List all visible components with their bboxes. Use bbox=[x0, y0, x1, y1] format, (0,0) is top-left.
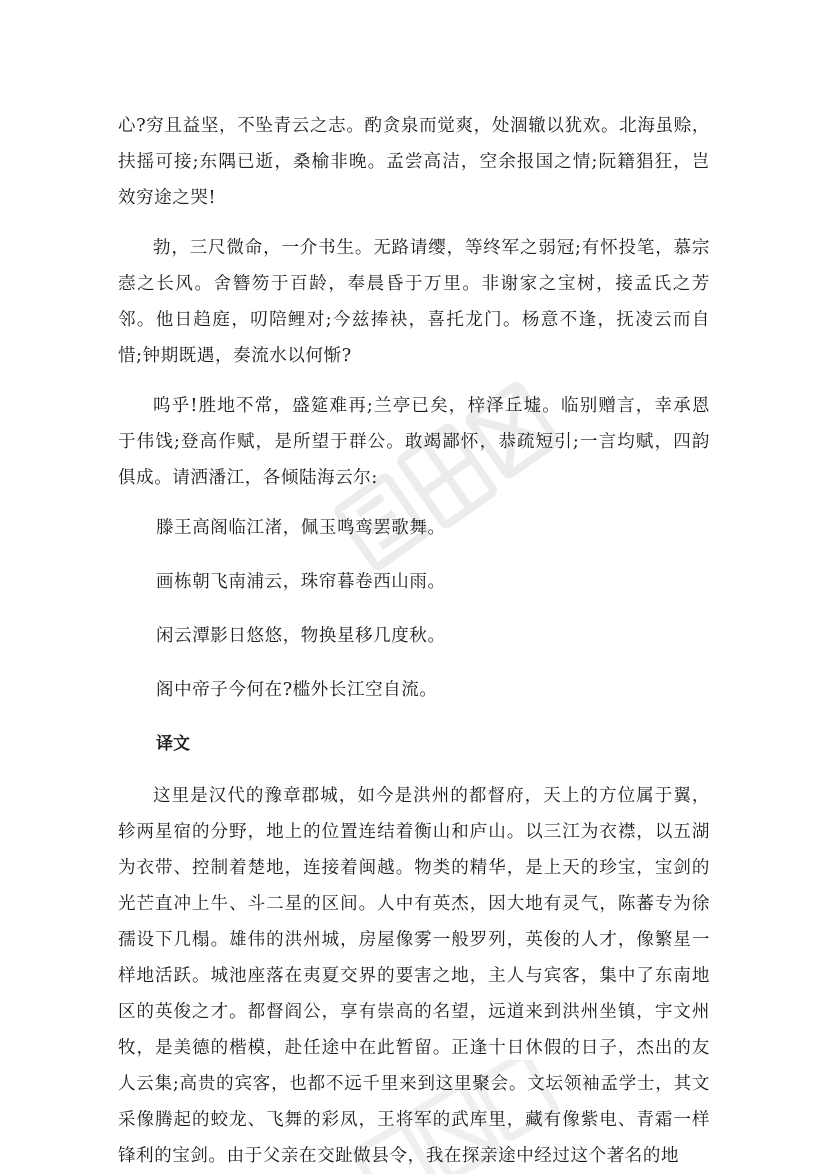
document-body bbox=[118, 108, 710, 1174]
body-paragraph: 勃，三尺微命，一介书生。无路请缨，等终军之弱冠;有怀投笔，慕宗悫之长风。舍簪笏于百龄，奉晨昏于万里。非谢家之宝树，接孟氏之芳邻。他日趋庭，叨陪鲤对;今兹捧袂，喜托龙门。杨意不逢，抚凌云而自惜;钟期既遇，奏流水以何惭? bbox=[118, 238, 710, 366]
body-paragraph: 心?穷且益坚，不坠青云之志。酌贪泉而觉爽，处涸辙以犹欢。北海虽赊，扶摇可接;东隅已逝，桑榆非晚。孟尝高洁，空余报国之情;阮籍猖狂，岂效穷途之哭! bbox=[118, 116, 710, 208]
body-paragraph: 呜乎!胜地不常，盛筵难再;兰亭已矣，梓泽丘墟。临别赠言，幸承恩于伟饯;登高作赋，是所望于群公。敢竭鄙怀，恭疏短引;一言均赋，四韵俱成。请洒潘江，各倾陆海云尔: bbox=[118, 396, 710, 488]
poem-line: 滕王高阁临江渚，佩玉鸣鸾罢歌舞。 bbox=[156, 518, 446, 538]
translation-paragraph: 这里是汉代的豫章郡城，如今是洪州的都督府，天上的方位属于翼，轸两星宿的分野，地上的位置连结着衡山和庐山。以三江为衣襟，以五湖为衣带、控制着楚地，连接着闽越。物类的精华，是上天的珍宝，宝剑的光芒直冲上牛、斗二星的区间。人中有英杰，因大地有灵气，陈蕃专为徐孺设下几榻。雄伟的洪州城，房屋像雾一般罗列，英俊的人才，像繁星一样地活跃。城池座落在夷夏交界的要害之地，主人与宾客，集中了东南地区的英俊之才。都督阎公，享有崇高的名望，远道来到洪州坐镇，宇文州牧，是美德的楷模，赴任途中在此暂留。正逢十日休假的日子，杰出的友人云集;高贵的宾客，也都不远千里来到这里聚会。文坛领袖孟学士，其文采像腾起的蛟龙、飞舞的彩凤，王将军的武库里，藏有像紫电、青霜一样锋利的宝剑。由于父亲在交趾做县令，我在探亲途中经过这个著名的地 bbox=[118, 786, 710, 1166]
translation-heading: 译文 bbox=[156, 734, 190, 754]
poem-line: 画栋朝飞南浦云，珠帘暮卷西山雨。 bbox=[156, 572, 446, 592]
poem-line: 闲云潭影日悠悠，物换星移几度秋。 bbox=[156, 626, 446, 646]
poem-line: 阁中帝子今何在?槛外长江空自流。 bbox=[156, 680, 438, 700]
